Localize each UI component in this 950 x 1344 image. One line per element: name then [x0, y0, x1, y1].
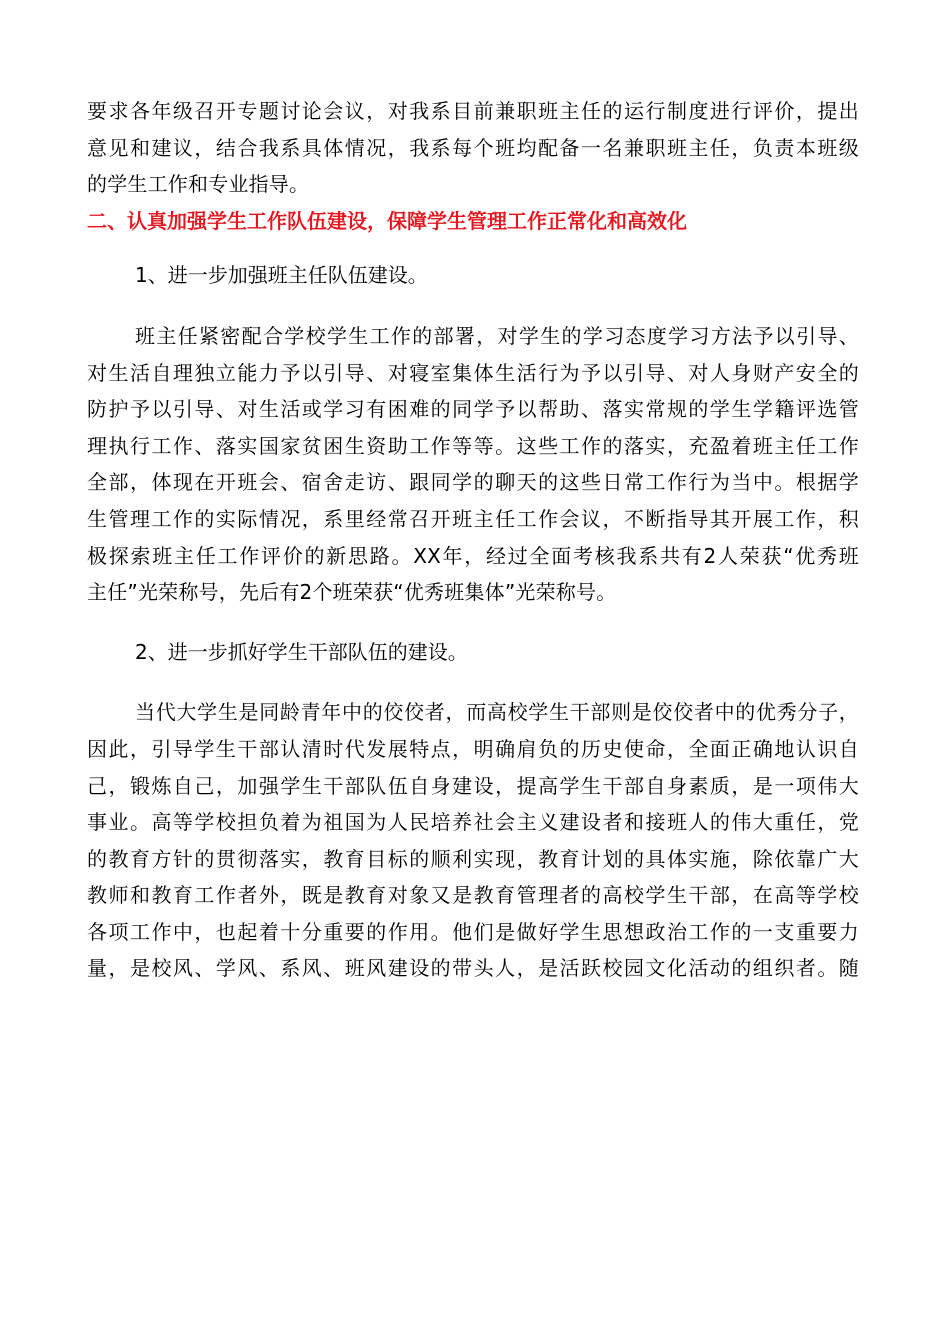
text-line: 教师和教育工作者外，既是教育对象又是教育管理者的高校学生干部，在高等学校	[87, 883, 859, 908]
text-line: 因此，引导学生干部认清时代发展特点，明确肩负的历史使命，全面正确地认识自	[87, 736, 859, 761]
text-line: 全部，体现在开班会、宿舍走访、跟同学的聊天的这些日常工作行为当中。根据学	[87, 470, 859, 495]
text-line: 极探索班主任工作评价的新思路。XX年，经过全面考核我系共有2人荣获“优秀班	[87, 543, 859, 568]
text-line: 班主任紧密配合学校学生工作的部署，对学生的学习态度学习方法予以引导、	[135, 323, 859, 348]
text-line: 理执行工作、落实国家贫困生资助工作等等。这些工作的落实，充盈着班主任工作	[87, 433, 859, 458]
text-line: 主任”光荣称号，先后有2个班荣获“优秀班集体”光荣称号。	[87, 580, 617, 605]
text-line: 意见和建议，结合我系具体情况，我系每个班均配备一名兼职班主任，负责本班级	[87, 135, 859, 160]
text-line: 的学生工作和专业指导。	[87, 172, 310, 197]
spacer	[87, 239, 859, 257]
text-line: 生管理工作的实际情况，系里经常召开班主任工作会议，不断指导其开展工作，积	[87, 506, 859, 531]
text-line: 量，是校风、学风、系风、班风建设的带头人，是活跃校园文化活动的组织者。随	[87, 956, 859, 981]
item-2-paragraph	[87, 694, 859, 987]
text-line: 防护予以引导、对生活或学习有困难的同学予以帮助、落实常规的学生学籍评选管	[87, 397, 859, 422]
item-2-heading: 2、进一步抓好学生干部队伍的建设。	[135, 639, 468, 664]
item-1-paragraph	[87, 318, 859, 611]
text-line: 当代大学生是同龄青年中的佼佼者，而高校学生干部则是佼佼者中的优秀分子，	[135, 700, 859, 725]
document-page	[87, 93, 859, 987]
text-line: 事业。高等学校担负着为祖国为人民培养社会主义建设者和接班人的伟大重任，党	[87, 810, 859, 835]
text-line: 要求各年级召开专题讨论会议，对我系目前兼职班主任的运行制度进行评价，提出	[87, 99, 859, 123]
text-line: 的教育方针的贯彻落实，教育目标的顺利实现，教育计划的具体实施，除依靠广大	[87, 846, 859, 871]
item-1-heading: 1、进一步加强班主任队伍建设。	[135, 263, 428, 288]
spacer	[87, 294, 859, 318]
spacer	[87, 670, 859, 694]
text-line: 各项工作中，也起着十分重要的作用。他们是做好学生思想政治工作的一支重要力	[87, 919, 859, 944]
spacer	[87, 611, 859, 634]
text-line: 己，锻炼自己，加强学生干部队伍自身建设，提高学生干部自身素质，是一项伟大	[87, 773, 859, 798]
section-heading: 二、认真加强学生工作队伍建设，保障学生管理工作正常化和高效化	[87, 208, 687, 233]
text-line: 对生活自理独立能力予以引导、对寝室集体生活行为予以引导、对人身财产安全的	[87, 360, 859, 385]
intro-paragraph	[87, 93, 859, 203]
